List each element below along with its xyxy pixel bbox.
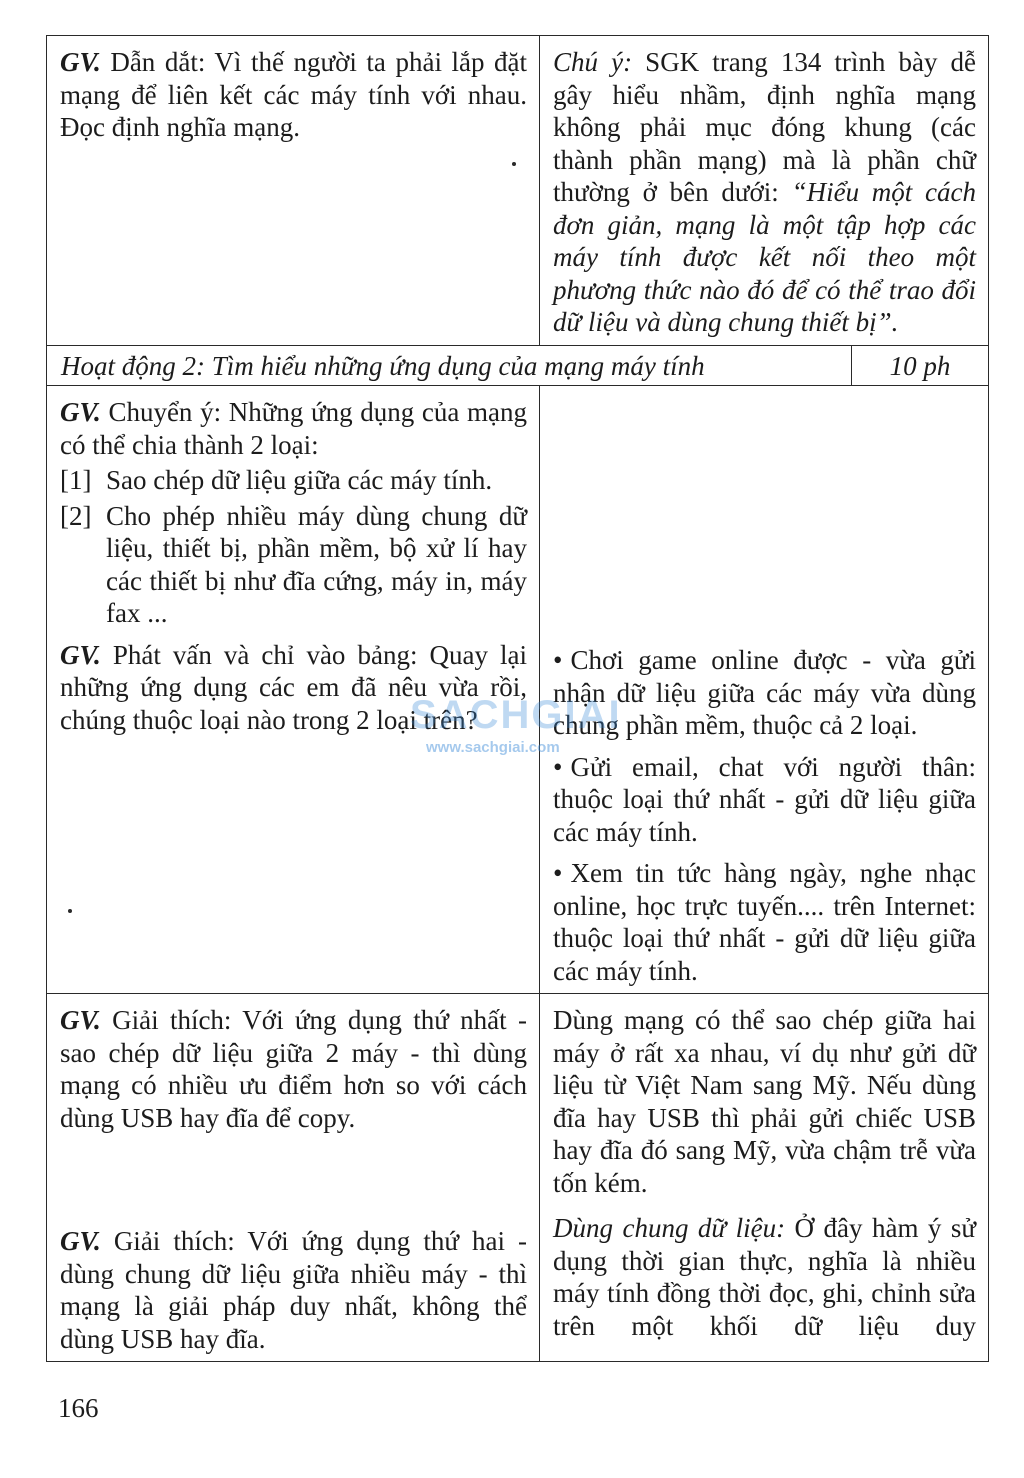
activity-time: 10 ph <box>851 346 988 386</box>
item-text: Cho phép nhiều máy dùng chung dữ liệu, thiết bị, phần mềm, bộ xử lí hay các thiết bị như đĩa cứng, máy in, máy fax ... <box>106 500 527 628</box>
student-activity-text <box>553 1212 976 1342</box>
cell-text: Ở đây hàm ý sử dụng thời gian thực, nghĩa là nhiều máy tính đồng thời đọc, ghi, chỉnh sửa trên một khối dữ liệu duy <box>553 1213 977 1341</box>
note-text <box>553 46 976 339</box>
watermark-url: www.sachgiai.com <box>426 739 560 756</box>
teacher-activity-text <box>60 1225 527 1355</box>
item-text: Gửi email, chat với người thân: thuộc loại thứ nhất - gửi dữ liệu giữa các máy tính. <box>553 751 976 847</box>
list-item <box>553 751 976 849</box>
stray-dot <box>68 909 72 913</box>
bullet-icon: • <box>553 645 563 675</box>
item-number: [2] <box>60 500 92 531</box>
table-row <box>47 994 989 1362</box>
gv-label: GV. <box>60 639 101 670</box>
item-number: [1] <box>60 465 92 495</box>
gv-label: GV. <box>60 397 101 427</box>
cell-text: Chuyển ý: Những ứng dụng của mạng có thể chia thành 2 loại: <box>60 397 528 460</box>
gv-label: GV. <box>60 1226 101 1256</box>
cell-text: Giải thích: Với ứng dụng thứ nhất - sao chép dữ liệu giữa 2 máy - thì dùng mạng có nhiều ưu điểm hơn so với cách dùng USB hay đĩa để copy. <box>60 1005 527 1133</box>
gv-label: GV. <box>60 47 101 77</box>
teacher-activity-text <box>60 396 527 461</box>
item-text: Sao chép dữ liệu giữa các máy tính. <box>106 465 493 495</box>
table-row <box>47 36 989 346</box>
bullet-icon: • <box>553 751 563 782</box>
shared-data-label: Dùng chung dữ liệu: <box>553 1213 786 1243</box>
note-label: Chú ý: <box>553 47 633 77</box>
list-item <box>60 464 527 497</box>
student-activity-cell <box>540 386 989 994</box>
bullet-icon: • <box>553 858 563 888</box>
stray-dot <box>512 162 516 166</box>
student-activity-cell <box>540 994 989 1362</box>
watermark-logo: SACHGIAI <box>410 693 622 737</box>
list-item <box>60 500 527 630</box>
list-item <box>553 857 976 987</box>
student-activity-cell <box>540 36 989 346</box>
student-activity-text: Dùng mạng có thể sao chép giữa hai máy ở rất xa nhau, ví dụ như gửi dữ liệu từ Việt Nam sang Mỹ. Nếu dùng đĩa hay USB thì phải gửi chiếc USB hay đĩa đó sang Mỹ, vừa chậm trễ vừa tốn kém. <box>553 1005 976 1198</box>
activity-header-row <box>47 345 989 386</box>
cell-text: Phát vấn và chỉ vào bảng: Quay lại những ứng dụng các em đã nêu vừa rồi, chúng thuộc loại nào trong 2 loại trên? <box>60 639 527 735</box>
teacher-activity-cell <box>47 386 540 994</box>
definition-quote: “Hiểu một cách đơn giản, mạng là một tập hợp các máy tính được kết nối theo một phương thức nào đó để có thể trao đổi dữ liệu và dùng chung thiết bị”. <box>553 177 977 337</box>
teacher-activity-text <box>60 1004 527 1134</box>
item-text: Xem tin tức hàng ngày, nghe nhạc online, học trực tuyến.... trên Internet: thuộc loại thứ nhất - gửi dữ liệu giữa các máy tính. <box>553 858 976 986</box>
table-row <box>47 386 989 994</box>
list-item <box>553 644 976 742</box>
lesson-table <box>46 35 989 1362</box>
teacher-activity-text <box>60 46 527 144</box>
cell-text: Dẫn dắt: Vì thế người ta phải lắp đặt mạng để liên kết các máy tính với nhau. Đọc định nghĩa mạng. <box>60 47 527 142</box>
teacher-activity-cell <box>47 36 540 346</box>
teacher-activity-text <box>60 639 527 737</box>
gv-label: GV. <box>60 1005 101 1035</box>
page-number: 166 <box>58 1393 99 1423</box>
activity-title: Hoạt động 2: Tìm hiểu những ứng dụng của mạng máy tính <box>61 350 705 381</box>
activity-header-cell <box>47 345 989 386</box>
cell-text: SGK trang 134 trình bày dễ gây hiểu nhầm, định nghĩa mạng không phải mục đóng khung (các thành phần mạng) mà là phần chữ thường ở bên dưới: <box>553 47 977 207</box>
item-text: Chơi game online được - vừa gửi nhận dữ liệu giữa các máy vừa dùng chung phần mềm, thuộc cả 2 loại. <box>553 645 976 740</box>
cell-text: Giải thích: Với ứng dụng thứ hai - dùng chung dữ liệu giữa nhiều máy - thì mạng là giải pháp duy nhất, không thể dùng USB hay đĩa. <box>60 1226 527 1354</box>
teacher-activity-cell <box>47 994 540 1362</box>
